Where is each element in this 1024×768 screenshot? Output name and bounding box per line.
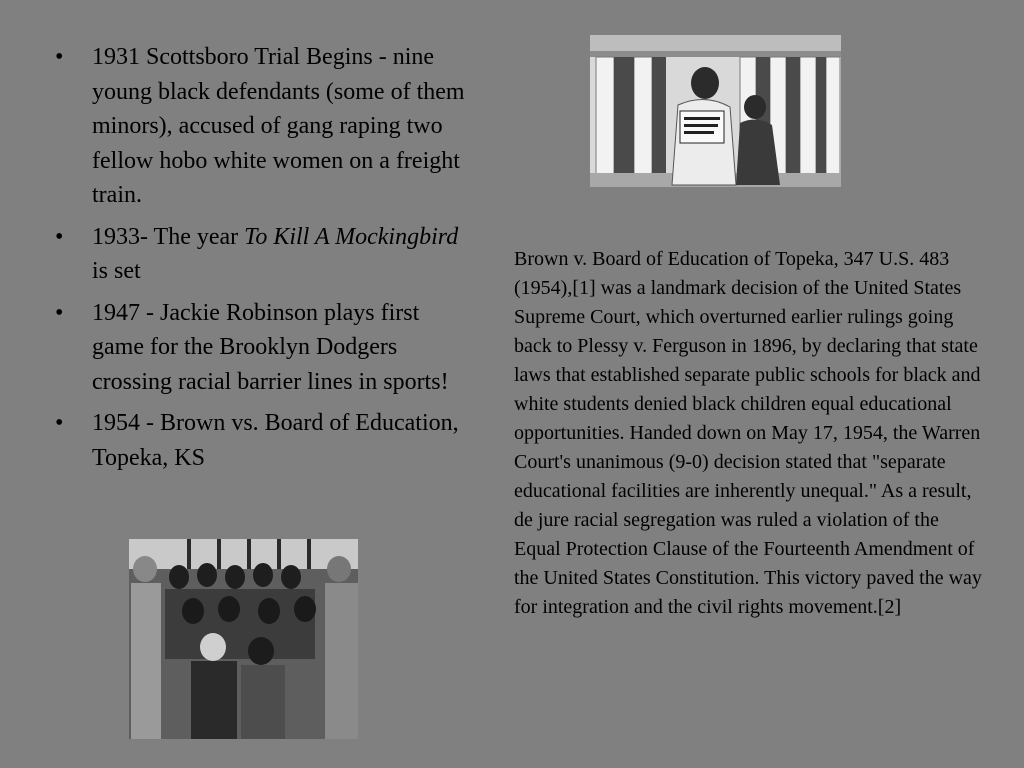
bullet-marker: •: [55, 223, 64, 250]
timeline-text: 1954 - Brown vs. Board of Education, Topeka, KS: [92, 410, 459, 471]
timeline-list: [55, 40, 465, 482]
supreme-court-steps-illustration: [590, 35, 841, 187]
timeline-item-1931: [55, 40, 465, 213]
scottsboro-group-illustration: [129, 539, 358, 739]
bullet-marker: •: [55, 410, 64, 436]
brown-v-board-caption: Brown v. Board of Education of Topeka, 347 U.S. 483 (1954),[1] was a landmark decision of the United States Supreme Court, which overturned earlier rulings going back to Plessy v. Ferguson in 1896, by declaring that state laws that established separate public schools for black and white students denied black children equal educational opportunities. Handed down on May 17, 1954, the Warren Court's unanimous (9-0) decision stated that "separate educational facilities are inherently unequal." As a result, de jure racial segregation was ruled a violation of the Equal Protection Clause of the Fourteenth Amendment of the United States Constitution. This victory paved the way for integration and the civil rights movement.[2]: [514, 248, 982, 618]
book-title: To Kill A Mockingbird: [244, 223, 459, 250]
scottsboro-group-photo: [129, 539, 358, 739]
timeline-text: 1933- The year: [92, 223, 245, 250]
supreme-court-steps-photo: [590, 35, 841, 187]
timeline-item-1947: [55, 296, 465, 400]
timeline-text: 1947 - Jackie Robinson plays first game for the Brooklyn Dodgers crossing racial barrier lines in sports!: [92, 299, 449, 395]
timeline-text-suffix: is set: [92, 258, 141, 284]
timeline-text: 1931 Scottsboro Trial Begins - nine young black defendants (some of them minors), accused of gang raping two fellow hobo white women on a freight train.: [92, 44, 465, 208]
timeline-item-1954: [55, 406, 465, 475]
bullet-marker: •: [55, 44, 64, 70]
timeline-item-1933: [55, 220, 465, 289]
bullet-marker: •: [55, 299, 64, 326]
